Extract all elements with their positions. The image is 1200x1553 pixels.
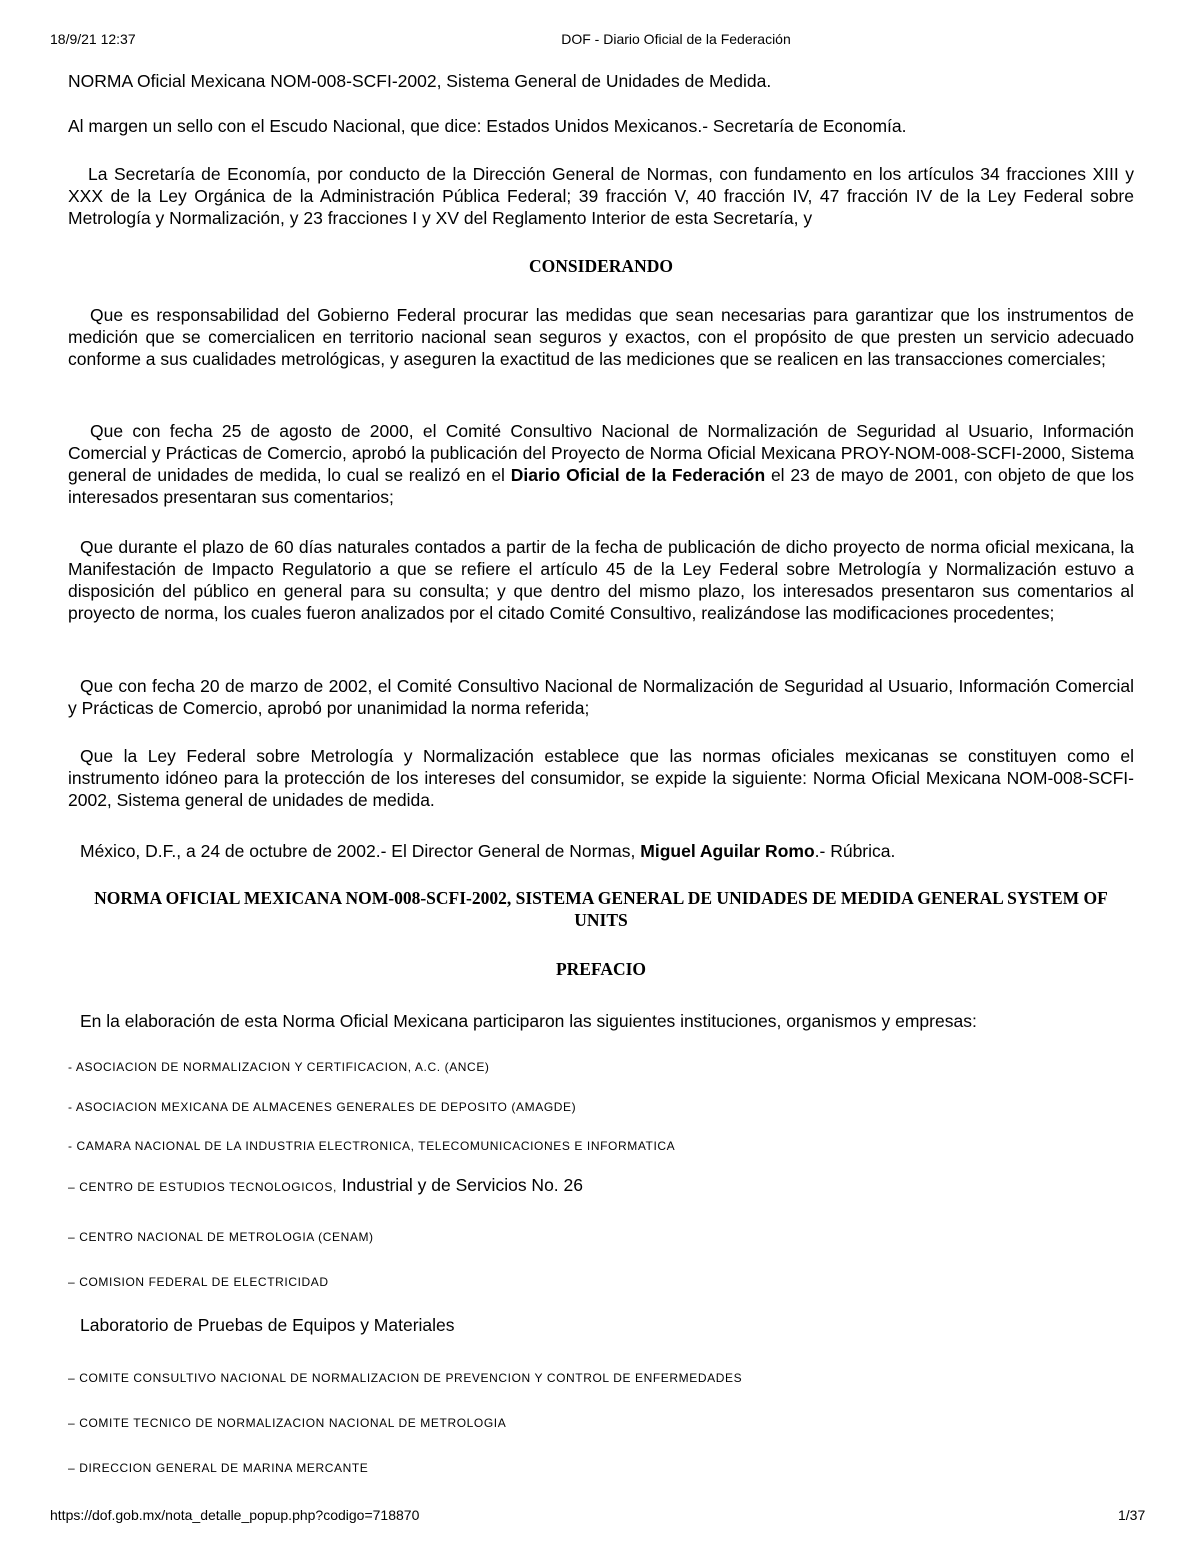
institution-dgmm: – DIRECCION GENERAL DE MARINA MERCANTE	[68, 1461, 369, 1475]
institution-amagde: - ASOCIACION MEXICANA DE ALMACENES GENERALES DE DEPOSITO (AMAGDE)	[68, 1100, 577, 1114]
considerando-paragraph-1: Que es responsabilidad del Gobierno Federal procurar las medidas que sean necesarias para garantizar que los instrumentos de medición que se comercialicen en territorio nacional sean seguros y exactos, con el propósito de que presten un servicio adecuado conforme a sus cualidades metrológicas, y aseguren la exactitud de las mediciones que se realicen en las transacciones comerciales;	[68, 305, 1134, 369]
considerando-2-text-b: el 23 de mayo de 2001, con objeto de que los interesados presentaran sus comentarios;	[68, 465, 1134, 507]
institution-ance: - ASOCIACION DE NORMALIZACION Y CERTIFICACION, A.C. (ANCE)	[68, 1060, 490, 1074]
institution-cet-caps: – CENTRO DE ESTUDIOS TECNOLOGICOS,	[68, 1180, 337, 1194]
print-footer-url[interactable]: https://dof.gob.mx/nota_detalle_popup.php?codigo=718870	[50, 1507, 420, 1523]
considerando-paragraph-2	[68, 420, 1134, 508]
signature-text: México, D.F., a 24 de octubre de 2002.- El Director General de Normas,	[80, 841, 636, 861]
print-footer-page-number: 1/37	[1118, 1507, 1146, 1523]
institution-ccnnpce: – COMITE CONSULTIVO NACIONAL DE NORMALIZACION DE PREVENCION Y CONTROL DE ENFERMEDADES	[68, 1371, 743, 1385]
signature-rubrica: .- Rúbrica.	[814, 841, 896, 861]
signature-line	[80, 840, 895, 862]
institution-cfe-laboratory: Laboratorio de Pruebas de Equipos y Materiales	[80, 1315, 455, 1335]
signatory-name: Miguel Aguilar Romo	[640, 841, 815, 861]
institution-ctnnm: – COMITE TECNICO DE NORMALIZACION NACIONAL DE METROLOGIA	[68, 1416, 507, 1430]
considerando-paragraph-3: Que durante el plazo de 60 días naturales contados a partir de la fecha de publicación de dicho proyecto de norma oficial mexicana, la Manifestación de Impacto Regulatorio a que se refiere el artículo 45 de la Ley Federal sobre Metrología y Normalización estuvo a disposición del público en general para su consulta; y que dentro del mismo plazo, los interesados presentaron sus comentarios al proyecto de norma, los cuales fueron analizados por el citado Comité Consultivo, realizándose las modificaciones procedentes;	[68, 537, 1134, 623]
considerando-paragraph-4: Que con fecha 20 de marzo de 2002, el Comité Consultivo Nacional de Normalización de Seguridad al Usuario, Información Comercial y Prácticas de Comercio, aprobó por unanimidad la norma referida;	[68, 676, 1134, 718]
norma-heading: NORMA OFICIAL MEXICANA NOM-008-SCFI-2002, SISTEMA GENERAL DE UNIDADES DE MEDIDA GENERAL SYSTEM OF UNITS	[94, 888, 1108, 930]
considerando-2-text-a: Que con fecha 25 de agosto de 2000, el Comité Consultivo Nacional de Normalización de Seguridad al Usuario, Información Comercial y Prácticas de Comercio, aprobó la publicación del Proyecto de Norma Oficial Mexicana PROY-NOM-008-SCFI-2000, Sistema general de unidades de medida, lo cual se realizó en el	[68, 421, 1134, 485]
print-header-datetime: 18/9/21 12:37	[50, 31, 136, 47]
document-title-line: NORMA Oficial Mexicana NOM-008-SCFI-2002, Sistema General de Unidades de Medida.	[68, 71, 772, 91]
prefacio-intro: En la elaboración de esta Norma Oficial Mexicana participaron las siguientes instituciones, organismos y empresas:	[80, 1011, 977, 1031]
prefacio-heading: PREFACIO	[555, 959, 647, 979]
dof-name-bold: Diario Oficial de la Federación	[510, 465, 766, 485]
institution-cet	[68, 1174, 583, 1198]
institution-cenam: – CENTRO NACIONAL DE METROLOGIA (CENAM)	[68, 1230, 374, 1244]
print-header-title: DOF - Diario Oficial de la Federación	[561, 31, 791, 47]
preamble-paragraph: La Secretaría de Economía, por conducto de la Dirección General de Normas, con fundamento en los artículos 34 fracciones XIII y XXX de la Ley Orgánica de la Administración Pública Federal; 39 fracción V, 40 fracción IV, 47 fracción IV de la Ley Federal sobre Metrología y Normalización, y 23 fracciones I y XV del Reglamento Interior de esta Secretaría, y	[68, 164, 1134, 228]
considerando-heading: CONSIDERANDO	[529, 256, 673, 276]
seal-line: Al margen un sello con el Escudo Nacional, que dice: Estados Unidos Mexicanos.- Secretaría de Economía.	[68, 116, 907, 136]
considerando-paragraph-5: Que la Ley Federal sobre Metrología y Normalización establece que las normas oficiales mexicanas se constituyen como el instrumento idóneo para la protección de los intereses del consumidor, se expide la siguiente: Norma Oficial Mexicana NOM-008-SCFI-2002, Sistema general de unidades de medida.	[68, 746, 1134, 810]
institution-canieti: - CAMARA NACIONAL DE LA INDUSTRIA ELECTRONICA, TELECOMUNICACIONES E INFORMATICA	[68, 1139, 676, 1153]
institution-cfe: – COMISION FEDERAL DE ELECTRICIDAD	[68, 1275, 329, 1289]
institution-cet-rest: Industrial y de Servicios No. 26	[341, 1175, 583, 1195]
